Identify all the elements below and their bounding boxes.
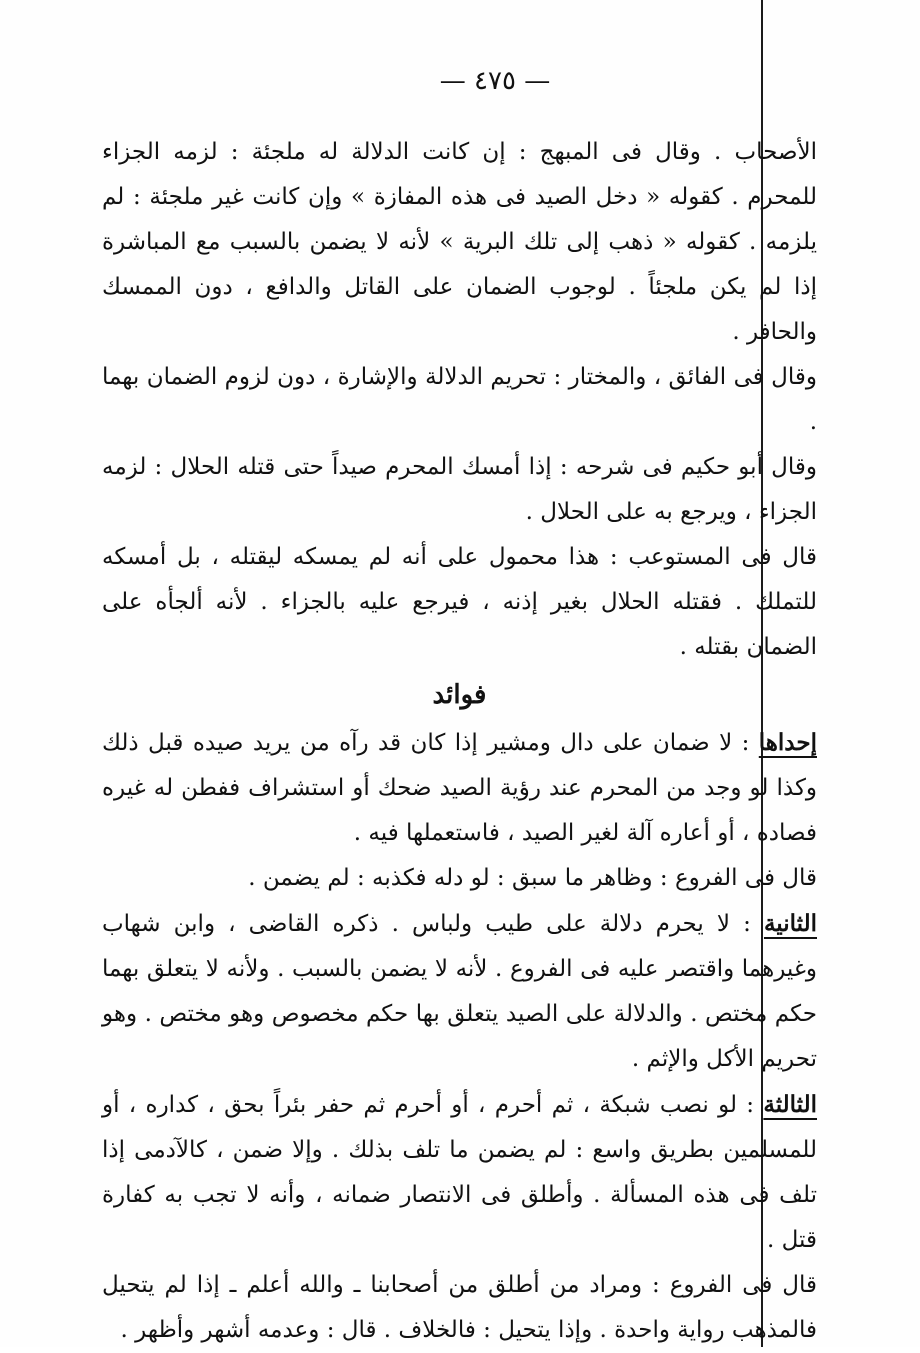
paragraph [102,535,817,670]
paragraph-text: : لا يحرم دلالة على طيب ولباس . ذكره القاضى ، وابن شهاب وغيرهما واقتصر عليه فى الفروع . لأنه لا يضمن بالسبب . ولأنه لا يتعلق بهما حكم مختص . والدلالة على الصيد يتعلق بها حكم مخصوص وهو مختص . وهو تحريم الأكل والإثم . [102,911,817,1072]
fawaid-paragraph [102,856,817,901]
paragraph [102,130,817,355]
paragraph [102,355,817,445]
page-number: — ٤٧٥ — [439,66,551,96]
body-text [102,130,817,1353]
paragraph-text: قال فى المستوعب : هذا محمول على أنه لم يمسكه ليقتله ، بل أمسكه للتملك . فقتله الحلال بغير إذنه ، فيرجع عليه بالجزاء . لأنه ألجأه على الضمان بقتله . [102,544,817,660]
fawaid-paragraph [102,901,817,1082]
paragraph-text: : لو نصب شبكة ، ثم أحرم ، أو أحرم ثم حفر بئراً بحق ، كداره ، أو للمسلمين بطريق واسع : لم يضمن ما تلف بذلك . وإلا ضمن ، كالآدمى إذا تلف فى هذه المسألة . وأطلق فى الانتصار ضمانه ، وأنه لا تجب به كفارة قتل . [102,1092,817,1253]
section-heading: فوائد [432,680,487,710]
fawaid-paragraph [102,1263,817,1353]
paragraph-text: وقال فى الفائق ، والمختار : تحريم الدلالة والإشارة ، دون لزوم الضمان بهما . [102,364,817,435]
fawaid-paragraph [102,720,817,856]
paragraph-text: قال فى الفروع : ومراد من أطلق من أصحابنا ـ والله أعلم ـ إذا لم يتحيل فالمذهب رواية واحدة . وإذا يتحيل : فالخلاف . قال : وعدمه أشهر وأظهر . [102,1272,817,1343]
paragraph-text: قال فى الفروع : وظاهر ما سبق : لو دله فكذبه : لم يضمن . [248,865,817,891]
paragraph-text: : لا ضمان على دال ومشير إذا كان قد رآه من يريد صيده قبل ذلك وكذا لو وجد من المحرم عند رؤية الصيد ضحك أو استشراف ففطن له غيره فصاده ، أو أعاره آلة لغير الصيد ، فاستعملها فيه . [102,730,817,846]
paragraph-text: وقال أبو حكيم فى شرحه : إذا أمسك المحرم صيداً حتى قتله الحلال : لزمه الجزاء ، ويرجع به على الحلال . [102,454,817,525]
fawaid-lead-word: إحداها [758,729,817,756]
fawaid-paragraph [102,1082,817,1263]
fawaid-lead-word: الثالثة [763,1091,818,1118]
fawaid-lead-word: الثانية [763,910,817,937]
paragraph [102,445,817,535]
paragraph-text: الأصحاب . وقال فى المبهج : إن كانت الدلالة له ملجئة : لزمه الجزاء للمحرم . كقوله « دخل الصيد فى هذه المفازة » وإن كانت غير ملجئة : لم يلزمه . كقوله « ذهب إلى تلك البرية » لأنه لا يضمن بالسبب مع المباشرة إذا لم يكن ملجئاً . لوجوب الضمان على القاتل والدافع ، دون الممسك والحافر . [102,139,817,345]
